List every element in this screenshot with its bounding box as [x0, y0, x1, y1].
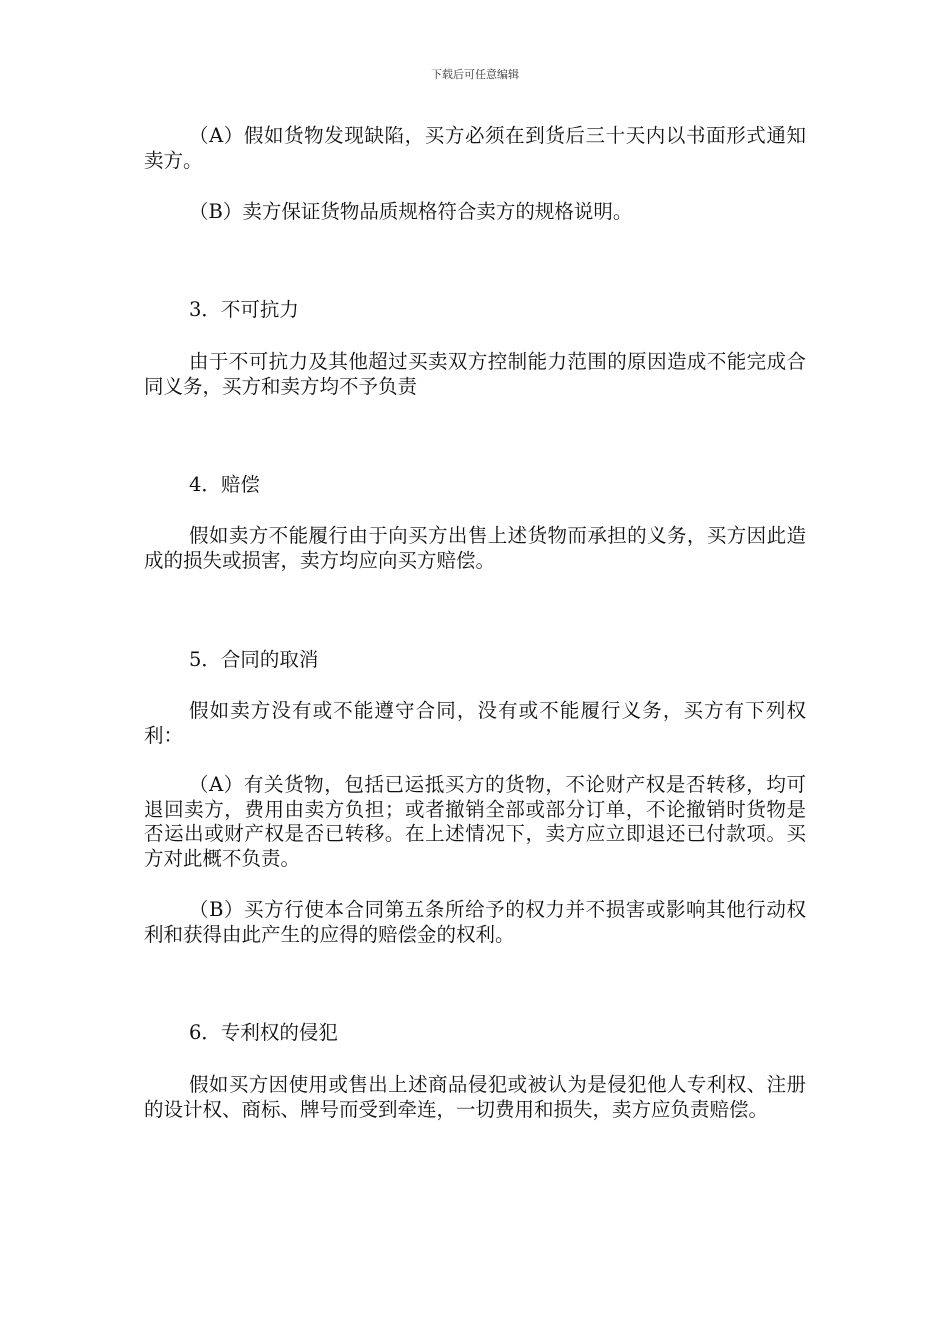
- patent-infringement-text: 假如买方因使用或售出上述商品侵犯或被认为是侵犯他人专利权、注册的设计权、商标、牌号而受到牵连，一切费用和损失，卖方应负责赔偿。: [144, 1073, 806, 1121]
- cancellation-clause-a: （A）有关货物，包括已运抵买方的货物，不论财产权是否转移，均可退回卖方，费用由卖方负担；或者撤销全部或部分订单，不论撤销时货物是否运出或财产权是否已转移。在上述情况下，卖方应立即退还已付款项。买方对此概不负责。: [144, 773, 806, 870]
- cancellation-text: 假如卖方没有或不能遵守合同，没有或不能履行义务，买方有下列权利：: [144, 699, 806, 747]
- heading-compensation: 4．赔偿: [189, 473, 260, 496]
- heading-force-majeure: 3．不可抗力: [189, 298, 299, 321]
- clause-b-quality: （B）卖方保证货物品质规格符合卖方的规格说明。: [189, 200, 633, 223]
- page-header: 下载后可任意编辑: [431, 68, 519, 81]
- cancellation-clause-b: （B）买方行使本合同第五条所给予的权力并不损害或影响其他行动权利和获得由此产生的应得的赔偿金的权利。: [144, 898, 806, 946]
- force-majeure-text: 由于不可抗力及其他超过买卖双方控制能力范围的原因造成不能完成合同义务，买方和卖方均不予负责: [144, 350, 806, 398]
- compensation-text: 假如卖方不能履行由于向买方出售上述货物而承担的义务，买方因此造成的损失或损害，卖方均应向买方赔偿。: [144, 524, 806, 572]
- heading-cancellation: 5．合同的取消: [189, 648, 319, 671]
- clause-a-defect: （A）假如货物发现缺陷，买方必须在到货后三十天内以书面形式通知卖方。: [144, 124, 806, 172]
- heading-patent-infringement: 6．专利权的侵犯: [189, 1021, 338, 1044]
